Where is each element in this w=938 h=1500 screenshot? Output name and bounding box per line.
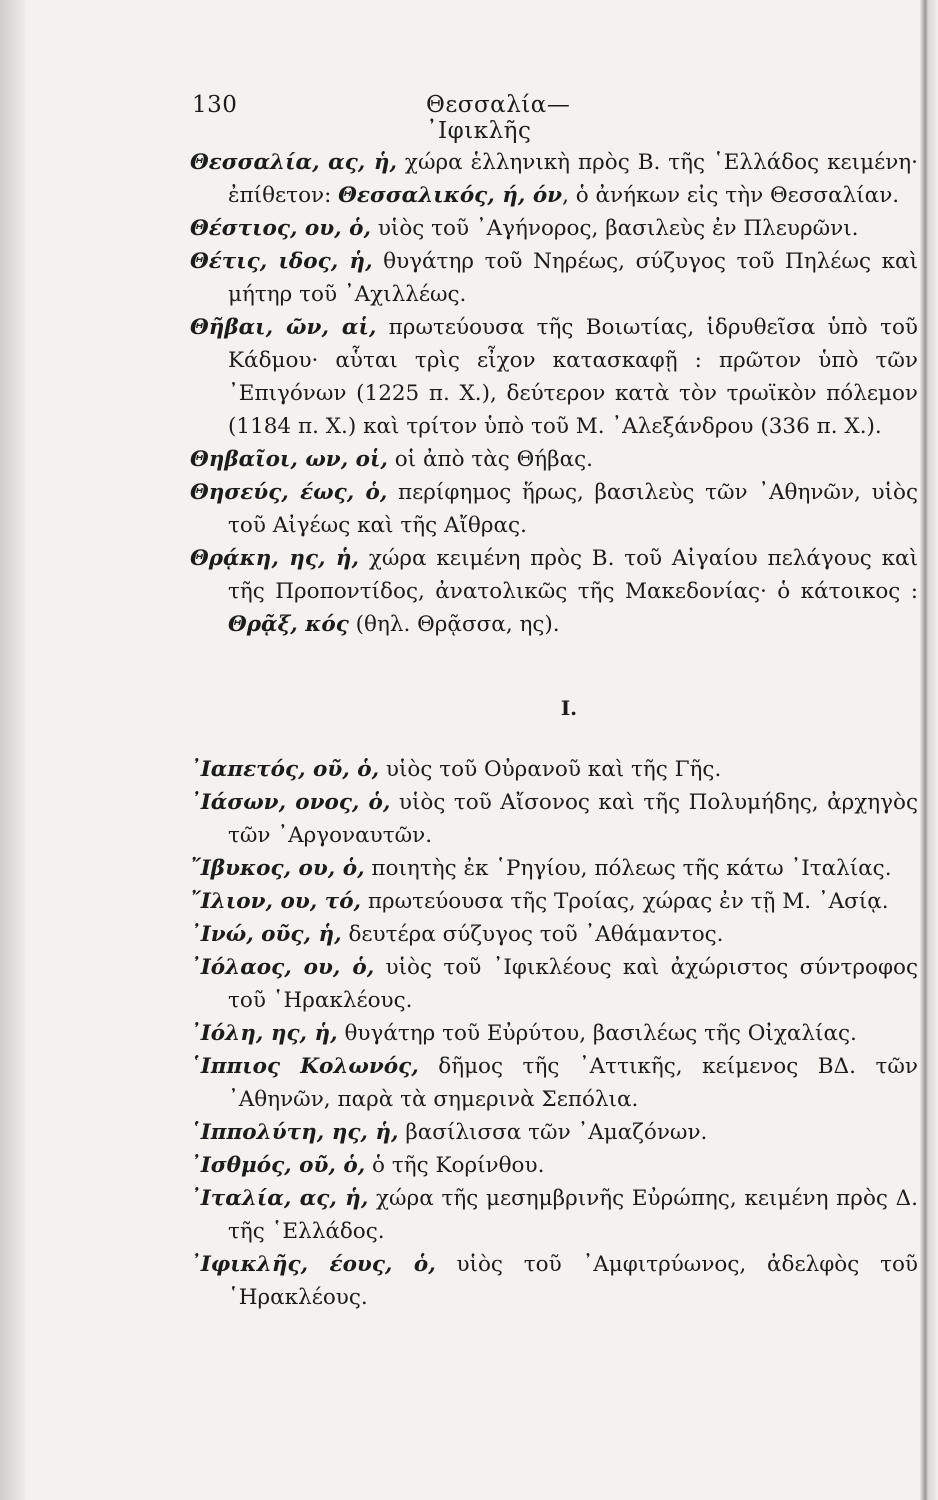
definition: βασίλισσα τῶν ᾿Αμαζόνων. <box>398 1120 708 1145</box>
grammar: , έους, ὁ, <box>300 1252 436 1277</box>
definition: θυγάτηρ τοῦ Εὐρύτου, βασιλέως τῆς Οἰχαλίας. <box>337 1021 857 1046</box>
grammar: , οῦς, ἡ, <box>246 922 342 947</box>
dictionary-entries <box>190 146 918 1314</box>
grammar: , ας, ἡ, <box>312 150 397 175</box>
dictionary-entry <box>190 1050 918 1116</box>
definition: πρωτεύουσα τῆς Βοιωτίας, ἱδρυθεῖσα ὑπὸ τοῦ Κάδμου· αὗται τρὶς εἶχον κατασκαφῇ : πρῶτον ὑπὸ τῶν ᾿Επιγόνων (1225 π. Χ.), δεύτερον κατὰ τὸν τρωϊκὸν πόλεμον (1184 π. Χ.) καὶ τρίτον ὑπὸ τοῦ Μ. ᾿Αλεξάνδρου (336 π. Χ.). <box>228 315 918 439</box>
definition: πρωτεύουσα τῆς Τροίας, χώρας ἐν τῇ Μ. ᾿Ασίᾳ. <box>361 889 889 914</box>
grammar: , <box>411 1054 419 1079</box>
headword: Θρᾴκη <box>190 546 272 571</box>
definition: περίφημος ἥρως, βασιλεὺς τῶν ᾿Αθηνῶν, υἱὸς τοῦ Αἰγέως καὶ τῆς Αἴθρας. <box>228 480 919 538</box>
definition: υἱὸς τοῦ ᾿Ιφικλέους καὶ ἀχώριστος σύντροφος τοῦ ῾Ηρακλέους. <box>228 955 918 1013</box>
grammar: , ῶν, αἱ, <box>265 315 377 340</box>
headword: ᾿Ιαπετός <box>190 757 299 782</box>
definition: χώρα κειμένη πρὸς Β. τοῦ Αἰγαίου πελάγους καὶ τῆς Προποντίδος, ἀνατολικῶς τῆς Μακεδονίας· ὁ κάτοικος : <box>228 546 919 604</box>
grammar: , ονος, ὁ, <box>278 790 391 815</box>
headword: Θῆβαι <box>190 315 266 340</box>
dictionary-entry <box>190 1248 918 1314</box>
dictionary-entry <box>190 786 918 852</box>
grammar: , ων, οἱ, <box>290 447 388 472</box>
headword: Θέτις <box>190 249 260 274</box>
page-edge <box>920 0 938 1500</box>
definition: υἱὸς τοῦ Αἴσονος καὶ τῆς Πολυμήδης, ἀρχηγὸς τῶν ᾿Αργοναυτῶν. <box>228 790 918 848</box>
headword: ᾿Ιόλαος <box>190 955 285 980</box>
definition: υἱὸς τοῦ ᾿Αμφιτρύωνος, ἀδελφὸς τοῦ ῾Ηρακλέους. <box>228 1252 918 1310</box>
dictionary-entry <box>190 1017 918 1050</box>
headword: Θησεύς <box>190 480 282 505</box>
headword: Θεσσαλία <box>190 150 313 175</box>
dictionary-entry <box>190 1182 918 1248</box>
headword: Θηβαῖοι <box>190 447 291 472</box>
definition: υἱὸς τοῦ ᾿Αγήνορος, βασιλεὺς ἐν Πλευρῶνι. <box>370 216 859 241</box>
grammar: , οῦ, ὁ, <box>298 757 380 782</box>
dictionary-entry <box>190 311 918 443</box>
definition: οἱ ἀπὸ τὰς Θήβας. <box>387 447 593 472</box>
headword: ᾿Ινώ <box>190 922 247 947</box>
page-binding-shadow <box>0 0 26 1500</box>
definition-cont: (θηλ. Θρᾷσσα, ης). <box>348 612 560 637</box>
grammar: , ης, ἡ, <box>255 1021 338 1046</box>
dictionary-entry <box>190 753 918 786</box>
headword: ᾿Ιόλη <box>190 1021 256 1046</box>
dictionary-entry <box>190 245 918 311</box>
grammar: , οῦ, ὁ, <box>284 1153 366 1178</box>
definition: ὁ τῆς Κορίνθου. <box>365 1153 545 1178</box>
dictionary-entry <box>190 852 918 885</box>
dictionary-entry <box>190 146 918 212</box>
dictionary-entry <box>190 1116 918 1149</box>
section-spacer <box>190 723 918 753</box>
grammar: , ου, ὁ, <box>289 216 371 241</box>
grammar: , ας, ἡ, <box>283 1186 369 1211</box>
page-number: 130 <box>192 92 238 118</box>
derived-headword: Θρᾷξ, κός <box>228 612 349 637</box>
grammar: , ου, ὁ, <box>284 955 375 980</box>
definition: χώρα τῆς μεσημβρινῆς Εὐρώπης, κειμένη πρὸς Δ. τῆς ῾Ελλάδος. <box>228 1186 919 1244</box>
definition: ποιητὴς ἐκ ῾Ρηγίου, πόλεως τῆς κάτω ᾿Ιταλίας. <box>364 856 892 881</box>
headword: ῎Ιλιον <box>190 889 266 914</box>
dictionary-entry <box>190 212 918 245</box>
headword: Θέστιος <box>190 216 290 241</box>
definition: δῆμος τῆς ᾿Αττικῆς, κείμενος ΒΔ. τῶν ᾿Αθηνῶν, παρὰ τὰ σημερινὰ Σεπόλια. <box>228 1054 918 1112</box>
definition: υἱὸς τοῦ Οὐρανοῦ καὶ τῆς Γῆς. <box>379 757 722 782</box>
running-head: Θεσσαλία—᾿Ιφικλῆς <box>426 92 571 144</box>
grammar: , ιδος, ἡ, <box>259 249 373 274</box>
grammar: , ης, ἡ, <box>271 546 360 571</box>
grammar: , ου, ὁ, <box>283 856 365 881</box>
definition: δευτέρα σύζυγος τοῦ ᾿Αθάμαντος. <box>341 922 724 947</box>
dictionary-entry <box>190 951 918 1017</box>
headword: ῎Ιβυκος <box>190 856 284 881</box>
grammar: , έως, ὁ, <box>281 480 388 505</box>
headword: ᾿Ιάσων <box>190 790 279 815</box>
definition: χώρα ἑλληνικὴ πρὸς Β. τῆς ῾Ελλάδος κειμένη· ἐπίθετον: <box>228 150 918 208</box>
dictionary-entry <box>190 1149 918 1182</box>
headword: ᾿Ιταλία <box>190 1186 284 1211</box>
dictionary-entry <box>190 885 918 918</box>
dictionary-entry <box>190 443 918 476</box>
headword: ῾Ιππιος Κολωνός <box>190 1054 412 1079</box>
definition: θυγάτηρ τοῦ Νηρέως, σύζυγος τοῦ Πηλέως καὶ μήτηρ τοῦ ᾿Αχιλλέως. <box>228 249 918 307</box>
headword: ᾿Ιφικλῆς <box>190 1252 301 1277</box>
definition-cont: , ὁ ἀνήκων εἰς τὴν Θεσσαλίαν. <box>562 183 900 208</box>
headword: ᾿Ισθμός <box>190 1153 285 1178</box>
headword: ῾Ιππολύτη <box>190 1120 317 1145</box>
section-letter: Ι. <box>560 696 578 720</box>
dictionary-entry <box>190 476 918 542</box>
section-spacer <box>190 641 918 693</box>
grammar: , ης, ἡ, <box>316 1120 399 1145</box>
derived-headword: Θεσσαλικός, ή, όν <box>338 183 563 208</box>
dictionary-entry <box>190 918 918 951</box>
dictionary-entry <box>190 542 918 641</box>
grammar: , ου, τό, <box>265 889 362 914</box>
